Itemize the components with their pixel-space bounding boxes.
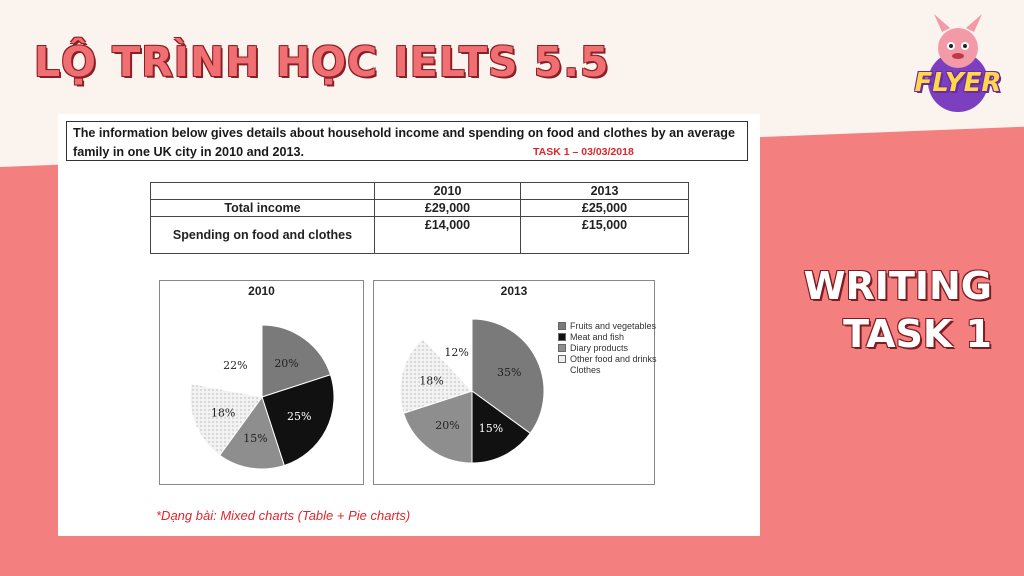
legend-swatch bbox=[558, 333, 566, 341]
pie-legend bbox=[558, 321, 660, 376]
table-header-cell: 2010 bbox=[375, 183, 521, 200]
legend-swatch bbox=[558, 344, 566, 352]
legend-label: Clothes bbox=[570, 365, 601, 375]
side-title-line-1: WRITING bbox=[803, 264, 992, 308]
table-header-row bbox=[151, 183, 689, 200]
pie-title: 2013 bbox=[500, 284, 528, 298]
pie-title: 2010 bbox=[248, 284, 275, 298]
pie-slice-label: 12% bbox=[444, 346, 469, 360]
table-cell: £15,000 bbox=[521, 217, 689, 254]
pie-slice-label: 15% bbox=[243, 432, 268, 446]
pie-slice-label: 20% bbox=[274, 357, 299, 371]
logo-text: FLYER bbox=[914, 68, 1002, 98]
table-header-cell bbox=[151, 183, 375, 200]
legend-item bbox=[558, 343, 660, 353]
page-title: LỘ TRÌNH HỌC IELTS 5.5 bbox=[34, 38, 610, 86]
table-cell: £29,000 bbox=[375, 200, 521, 217]
legend-label: Other food and drinks bbox=[570, 354, 657, 364]
pie-chart-2010 bbox=[160, 281, 365, 486]
pie-slice-label: 20% bbox=[435, 418, 460, 432]
income-table bbox=[150, 182, 689, 254]
task-stamp: TASK 1 – 03/03/2018 bbox=[533, 146, 634, 158]
legend-item bbox=[558, 365, 660, 375]
legend-swatch bbox=[558, 322, 566, 330]
pie-panel-2010 bbox=[159, 280, 364, 485]
table-cell: £14,000 bbox=[375, 217, 521, 254]
pie-slice-label: 22% bbox=[223, 358, 248, 372]
pie-slice-label: 25% bbox=[286, 409, 312, 423]
table-cell: Total income bbox=[151, 200, 375, 217]
pie-chart-2013 bbox=[374, 281, 656, 486]
pie-panel-2013 bbox=[373, 280, 655, 485]
legend-swatch bbox=[558, 355, 566, 363]
legend-item bbox=[558, 332, 660, 342]
legend-label: Meat and fish bbox=[570, 332, 625, 342]
pie-slice-label: 18% bbox=[210, 406, 236, 420]
task-document bbox=[58, 114, 760, 536]
mascot-icon bbox=[906, 10, 1010, 122]
legend-swatch bbox=[558, 366, 566, 374]
table-header-cell: 2013 bbox=[521, 183, 689, 200]
pie-slice-label: 15% bbox=[478, 422, 504, 436]
legend-label: Diary products bbox=[570, 343, 629, 353]
prompt-box bbox=[66, 121, 748, 161]
table-cell: Spending on food and clothes bbox=[151, 217, 375, 254]
pie-slice-label: 35% bbox=[496, 366, 522, 380]
table-cell: £25,000 bbox=[521, 200, 689, 217]
footnote: *Dạng bài: Mixed charts (Table + Pie charts) bbox=[156, 508, 411, 523]
legend-item bbox=[558, 321, 660, 331]
legend-item bbox=[558, 354, 660, 364]
table-row bbox=[151, 200, 689, 217]
prompt-text: The information below gives details about household income and spending on food and clothes by an average family in one UK city in 2010 and 2013. bbox=[73, 126, 735, 159]
legend-label: Fruits and vegetables bbox=[570, 321, 657, 331]
flyer-logo bbox=[906, 10, 1010, 122]
side-title-line-2: TASK 1 bbox=[843, 312, 992, 356]
table-row bbox=[151, 217, 689, 254]
pie-slice-label: 18% bbox=[419, 374, 444, 388]
